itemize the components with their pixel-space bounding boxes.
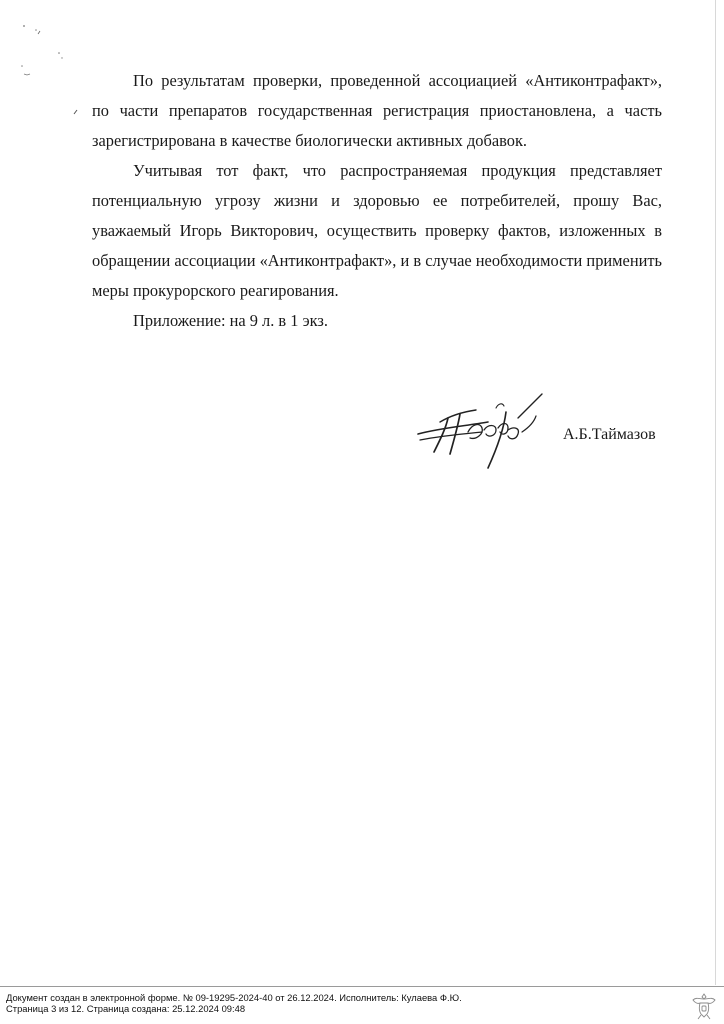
footer-line-page: Страница 3 из 12. Страница создана: 25.12.2024 09:48 <box>6 1002 246 1014</box>
footer <box>0 986 724 1024</box>
paragraph-1: По результатам проверки, проведенной ассоциацией «Антиконтрафакт», по части препаратов государственная регистрация приостановлена, а часть зарегистрирована в качестве биологически активных добавок. <box>92 71 662 150</box>
footer-text <box>6 993 462 1014</box>
coat-of-arms-icon <box>690 991 718 1021</box>
signer-name: А.Б.Таймазов <box>563 426 656 443</box>
paragraph-2: Учитывая тот факт, что распространяемая продукция представляет потенциальную угрозу жизни и здоровью ее потребителей, прошу Вас, уважаемый Игорь Викторович, осуществить проверку фактов, изложенных в обращении ассоциации «Антиконтрафакт», и в случае необходимости применить меры прокурорского реагирования. <box>92 161 662 300</box>
page-edge-line <box>715 0 716 985</box>
letter-body <box>92 66 662 336</box>
signature-block <box>410 388 670 478</box>
footer-line-document: Документ создан в электронной форме. № 09-19295-2024-40 от 26.12.2024. Исполнитель: Кулаева Ф.Ю. <box>6 992 462 1003</box>
scan-specks <box>18 22 78 122</box>
appendix-note: Приложение: на 9 л. в 1 экз. <box>133 311 328 330</box>
handwritten-signature <box>410 388 560 478</box>
